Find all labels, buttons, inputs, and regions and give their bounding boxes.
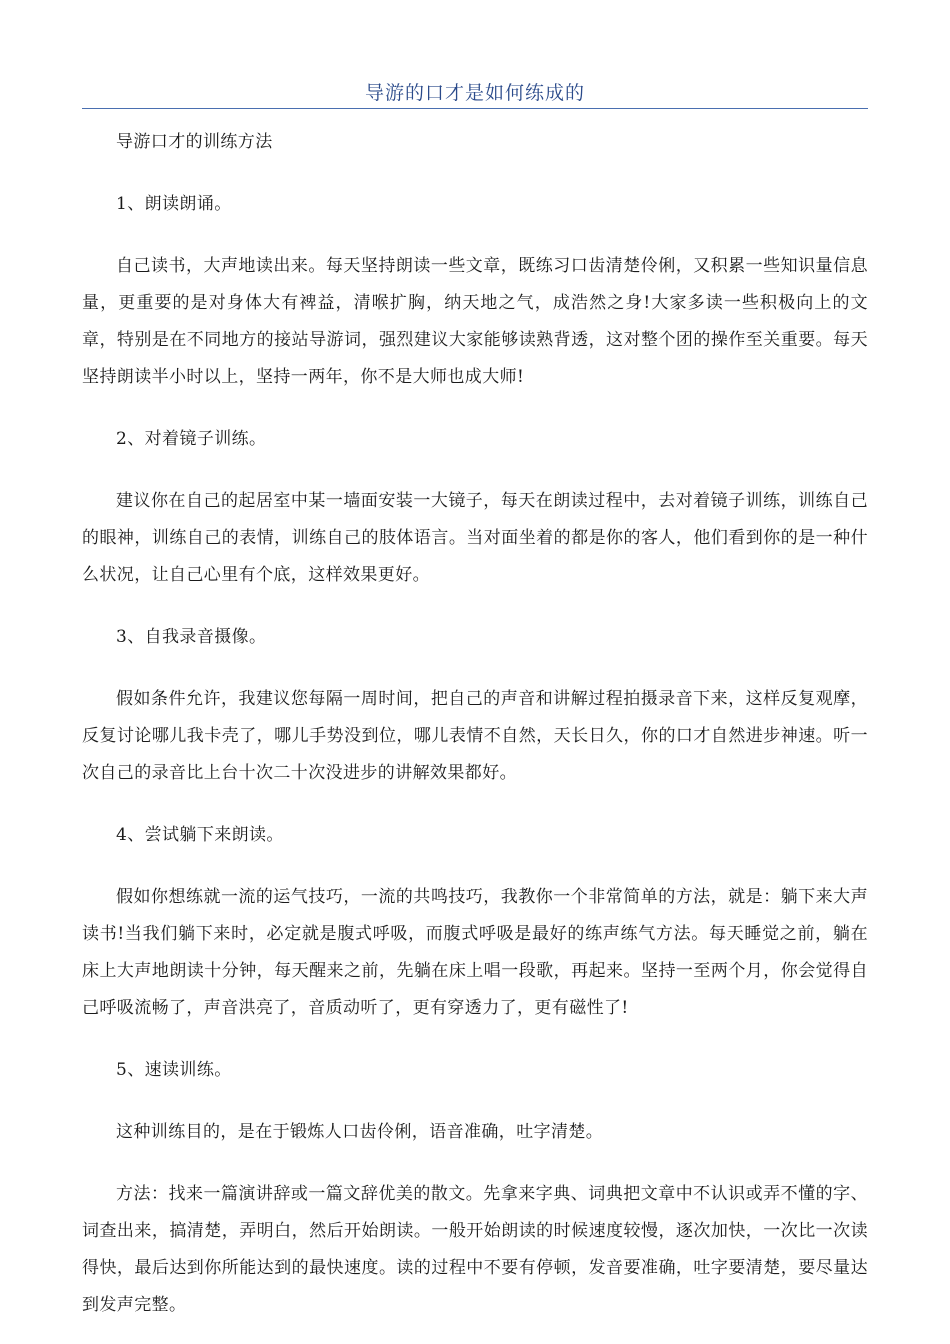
item-body-5a: 这种训练目的，是在于锻炼人口齿伶俐，语音准确，吐字清楚。 <box>116 1122 604 1142</box>
item-heading-3: 3、自我录音摄像。 <box>116 627 267 647</box>
item-heading-1: 1、朗读朗诵。 <box>116 194 232 214</box>
item-body-5b: 方法：找来一篇演讲辞或一篇文辞优美的散文。先拿来字典、词典把文章中不认识或弄不懂的字、词查出来，搞清楚，弄明白，然后开始朗读。一般开始朗读的时候速度较慢，逐次加快，一次比一次读得快，最后达到你所能达到的最快速度。读的过程中不要有停顿，发音要准确，吐字要清楚，要尽量达到发声完整。 <box>82 1184 868 1315</box>
item-heading-4: 4、尝试躺下来朗读。 <box>116 825 284 845</box>
section-heading: 导游口才的训练方法 <box>116 132 273 152</box>
document-title: 导游的口才是如何练成的 <box>364 82 585 104</box>
title-divider <box>82 108 868 109</box>
document-body <box>82 124 868 1324</box>
item-heading-2: 2、对着镜子训练。 <box>116 429 267 449</box>
item-body-3: 假如条件允许，我建议您每隔一周时间，把自己的声音和讲解过程拍摄录音下来，这样反复观摩，反复讨论哪儿我卡壳了，哪儿手势没到位，哪儿表情不自然，天长日久，你的口才自然进步神速。听一次自己的录音比上台十次二十次没进步的讲解效果都好。 <box>82 689 868 783</box>
item-body-4: 假如你想练就一流的运气技巧，一流的共鸣技巧，我教你一个非常简单的方法，就是：躺下来大声读书!当我们躺下来时，必定就是腹式呼吸，而腹式呼吸是最好的练声练气方法。每天睡觉之前，躺在床上大声地朗读十分钟，每天醒来之前，先躺在床上唱一段歌，再起来。坚持一至两个月，你会觉得自己呼吸流畅了，声音洪亮了，音质动听了，更有穿透力了，更有磁性了! <box>82 887 868 1018</box>
item-body-2: 建议你在自己的起居室中某一墙面安装一大镜子，每天在朗读过程中，去对着镜子训练，训练自己的眼神，训练自己的表情，训练自己的肢体语言。当对面坐着的都是你的客人，他们看到你的是一种什么状况，让自己心里有个底，这样效果更好。 <box>82 491 868 585</box>
item-heading-5: 5、速读训练。 <box>116 1060 232 1080</box>
item-body-1: 自己读书，大声地读出来。每天坚持朗读一些文章，既练习口齿清楚伶俐，又积累一些知识量信息量，更重要的是对身体大有裨益，清喉扩胸，纳天地之气，成浩然之身!大家多读一些积极向上的文章，特别是在不同地方的接站导游词，强烈建议大家能够读熟背透，这对整个团的操作至关重要。每天坚持朗读半小时以上，坚持一两年，你不是大师也成大师! <box>82 256 868 387</box>
